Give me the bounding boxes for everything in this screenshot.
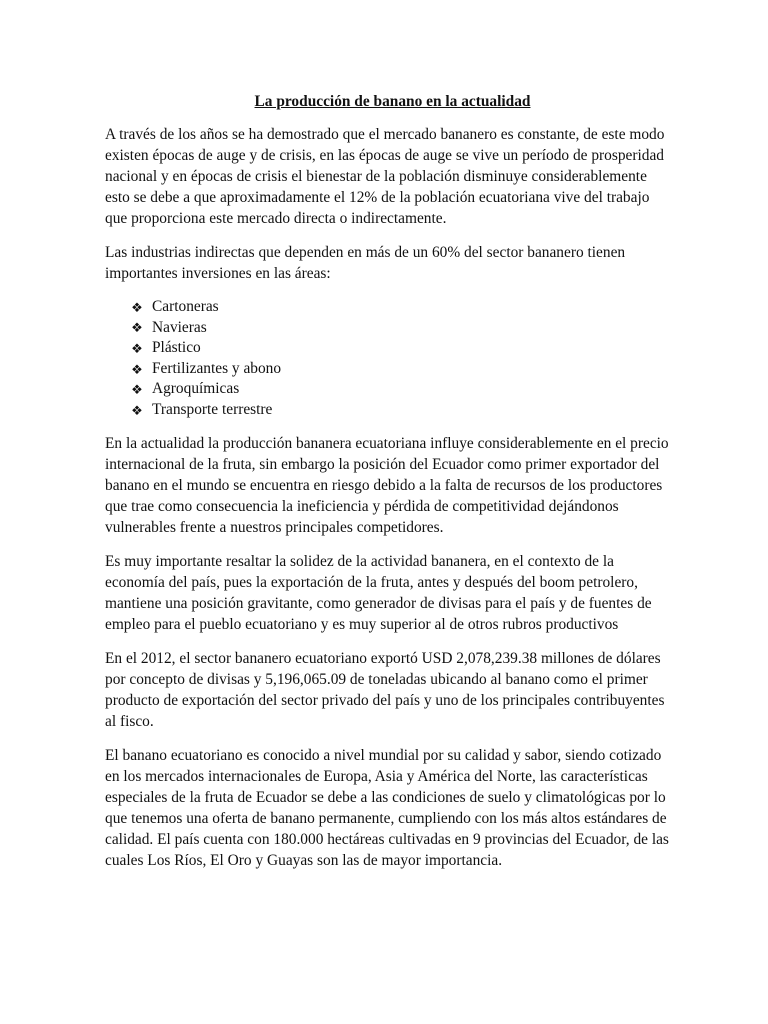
paragraph-2012-exports: En el 2012, el sector bananero ecuatoriano exportó USD 2,078,239.38 millones de dólares por concepto de divisas y 5,196,065.09 de toneladas ubicando al banano como el primer producto de exportación del sector privado del país y uno de los principales contribuyentes al fisco. [105, 649, 665, 730]
paragraph-indirect-industries: Las industrias indirectas que dependen en más de un 60% del sector bananero tienen importantes inversiones en las áreas: [105, 244, 626, 282]
diamond-bullet-icon: ❖ [131, 320, 143, 336]
diamond-bullet-icon: ❖ [131, 361, 143, 377]
list-item [129, 400, 672, 421]
list-item-label: Transporte terrestre [152, 400, 273, 418]
list-item [129, 297, 672, 318]
list-item [129, 338, 672, 359]
diamond-bullet-icon: ❖ [131, 340, 143, 356]
diamond-bullet-icon: ❖ [131, 299, 143, 315]
industries-list [105, 297, 672, 421]
list-item-label: Plástico [152, 339, 201, 357]
list-item [129, 359, 672, 380]
diamond-bullet-icon: ❖ [131, 402, 143, 418]
list-item [129, 318, 672, 339]
list-item-label: Fertilizantes y abono [152, 359, 282, 377]
paragraph-economic-importance: Es muy importante resaltar la solidez de la actividad bananera, en el contexto de la economía del país, pues la exportación de la fruta, antes y después del boom petrolero, mantiene una posición gravitante, como generador de divisas para el país y de fuentes de empleo para el pueblo ecuatoriano y es muy superior al de otros rubros productivos [105, 552, 652, 633]
diamond-bullet-icon: ❖ [131, 382, 143, 398]
list-item-label: Agroquímicas [152, 380, 240, 398]
list-item-label: Navieras [152, 318, 207, 336]
document-title: La producción de banano en la actualidad [254, 93, 531, 110]
paragraph-quality-reputation: El banano ecuatoriano es conocido a nivel mundial por su calidad y sabor, siendo cotizado en los mercados internacionales de Europa, Asia y América del Norte, las características especiales de la fruta de Ecuador se debe a las condiciones de suelo y climatológicas por lo que tenemos una oferta de banano permanente, cumpliendo con los más altos estándares de calidad. El país cuenta con 180.000 hectáreas cultivadas en 9 provincias del Ecuador, de las cuales Los Ríos, El Oro y Guayas son las de mayor importancia. [105, 746, 669, 869]
paragraph-international-price: En la actualidad la producción bananera ecuatoriana influye considerablemente en el precio internacional de la fruta, sin embargo la posición del Ecuador como primer exportador del banano en el mundo se encuentra en riesgo debido a la falta de recursos de los productores que trae como consecuencia la ineficiencia y pérdida de competitividad dejándonos vulnerables frente a nuestros principales competidores. [105, 434, 669, 536]
paragraph-market-constant: A través de los años se ha demostrado que el mercado bananero es constante, de este modo existen épocas de auge y de crisis, en las épocas de auge se vive un período de prosperidad nacional y en épocas de crisis el bienestar de la población disminuye considerablemente esto se debe a que aproximadamente el 12% de la población ecuatoriana vive del trabajo que proporciona este mercado directa o indirectamente. [105, 126, 665, 227]
list-item [129, 379, 672, 400]
list-item-label: Cartoneras [152, 298, 219, 315]
